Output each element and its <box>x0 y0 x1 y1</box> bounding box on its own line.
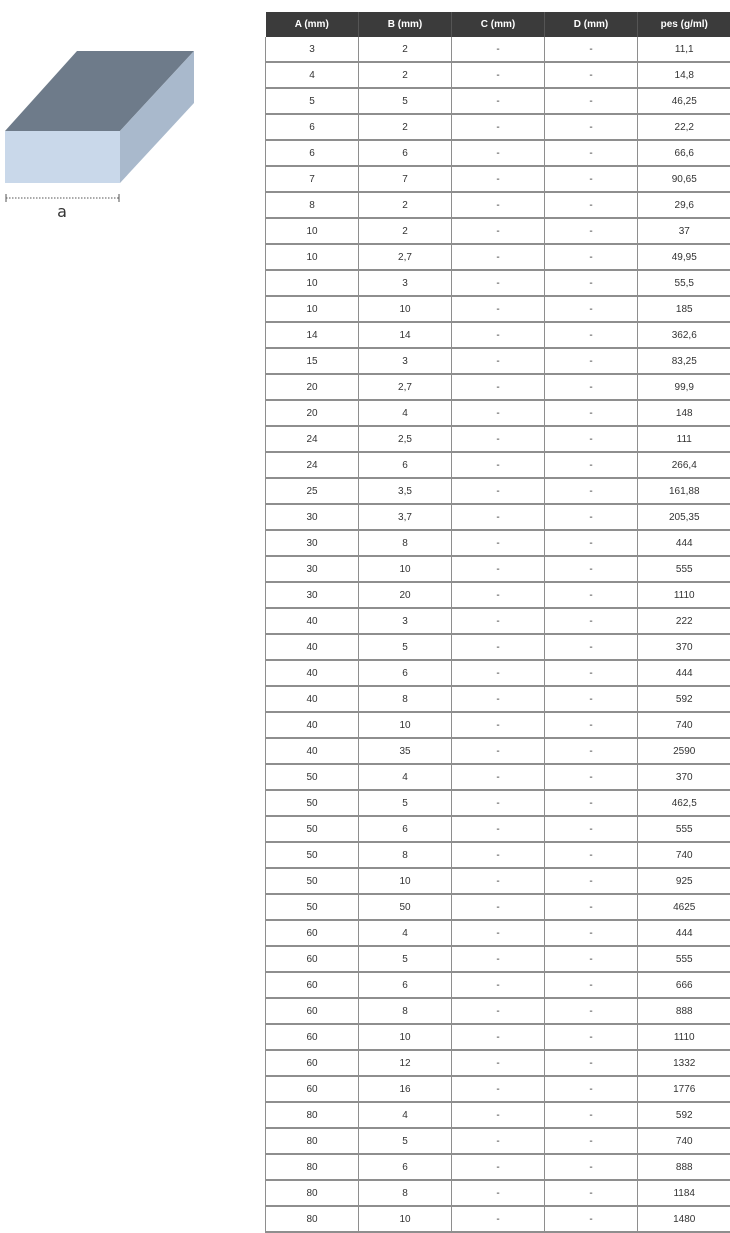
cell-b: 3 <box>359 348 452 374</box>
cell-b: 8 <box>359 530 452 556</box>
cell-c: - <box>452 920 545 946</box>
table-body <box>266 37 730 1232</box>
cell-weight: 161,88 <box>638 478 730 504</box>
table-row <box>266 504 730 530</box>
table-row <box>266 816 730 842</box>
table-row <box>266 842 730 868</box>
cell-a: 60 <box>266 1024 359 1050</box>
cell-weight: 888 <box>638 1154 730 1180</box>
cell-c: - <box>452 1128 545 1154</box>
cell-weight: 444 <box>638 530 730 556</box>
cell-a: 20 <box>266 374 359 400</box>
cell-b: 4 <box>359 400 452 426</box>
cell-b: 6 <box>359 972 452 998</box>
cell-c: - <box>452 1076 545 1102</box>
cell-b: 2 <box>359 62 452 88</box>
table-row <box>266 478 730 504</box>
cell-b: 3,7 <box>359 504 452 530</box>
cell-c: - <box>452 426 545 452</box>
table-row <box>266 62 730 88</box>
cell-weight: 740 <box>638 712 730 738</box>
cell-b: 10 <box>359 712 452 738</box>
cell-a: 50 <box>266 868 359 894</box>
cell-a: 10 <box>266 296 359 322</box>
cell-weight: 99,9 <box>638 374 730 400</box>
dimensions-table-container <box>265 12 730 1233</box>
cell-d: - <box>545 140 638 166</box>
cell-c: - <box>452 504 545 530</box>
cell-b: 5 <box>359 946 452 972</box>
cell-d: - <box>545 37 638 62</box>
cell-weight: 14,8 <box>638 62 730 88</box>
cell-weight: 1110 <box>638 582 730 608</box>
cell-d: - <box>545 1206 638 1232</box>
cell-c: - <box>452 1102 545 1128</box>
cell-c: - <box>452 192 545 218</box>
cell-b: 2,5 <box>359 426 452 452</box>
table-row <box>266 244 730 270</box>
cell-weight: 111 <box>638 426 730 452</box>
cell-c: - <box>452 764 545 790</box>
table-row <box>266 270 730 296</box>
cell-c: - <box>452 1154 545 1180</box>
cell-c: - <box>452 556 545 582</box>
cell-c: - <box>452 816 545 842</box>
cell-c: - <box>452 842 545 868</box>
table-row <box>266 530 730 556</box>
cell-b: 2,7 <box>359 374 452 400</box>
table-row <box>266 894 730 920</box>
header-d: D (mm) <box>545 12 638 37</box>
cell-b: 50 <box>359 894 452 920</box>
table-row <box>266 790 730 816</box>
table-row <box>266 738 730 764</box>
cell-d: - <box>545 1180 638 1206</box>
table-row <box>266 1024 730 1050</box>
cell-c: - <box>452 88 545 114</box>
cell-weight: 1184 <box>638 1180 730 1206</box>
cell-weight: 1776 <box>638 1076 730 1102</box>
cell-a: 24 <box>266 426 359 452</box>
cell-weight: 37 <box>638 218 730 244</box>
table-row <box>266 1180 730 1206</box>
cell-c: - <box>452 530 545 556</box>
cell-b: 20 <box>359 582 452 608</box>
cell-a: 50 <box>266 816 359 842</box>
cell-b: 3 <box>359 270 452 296</box>
cell-a: 25 <box>266 478 359 504</box>
table-row <box>266 192 730 218</box>
table-row <box>266 218 730 244</box>
cell-b: 6 <box>359 452 452 478</box>
cell-weight: 222 <box>638 608 730 634</box>
table-row <box>266 1154 730 1180</box>
cell-b: 35 <box>359 738 452 764</box>
cell-a: 40 <box>266 738 359 764</box>
cell-c: - <box>452 37 545 62</box>
cell-b: 2 <box>359 218 452 244</box>
cell-b: 2 <box>359 192 452 218</box>
cell-d: - <box>545 270 638 296</box>
cell-weight: 925 <box>638 868 730 894</box>
cell-a: 60 <box>266 1076 359 1102</box>
table-row <box>266 426 730 452</box>
table-row <box>266 88 730 114</box>
cell-d: - <box>545 998 638 1024</box>
cell-a: 60 <box>266 998 359 1024</box>
cell-d: - <box>545 348 638 374</box>
table-row <box>266 582 730 608</box>
cell-a: 50 <box>266 764 359 790</box>
cell-weight: 2590 <box>638 738 730 764</box>
cell-weight: 555 <box>638 816 730 842</box>
cell-a: 30 <box>266 504 359 530</box>
cell-c: - <box>452 400 545 426</box>
cell-d: - <box>545 790 638 816</box>
cell-c: - <box>452 1180 545 1206</box>
cell-c: - <box>452 738 545 764</box>
cell-c: - <box>452 478 545 504</box>
cell-b: 6 <box>359 816 452 842</box>
cell-a: 50 <box>266 790 359 816</box>
cell-d: - <box>545 88 638 114</box>
cell-b: 2 <box>359 37 452 62</box>
cell-a: 50 <box>266 842 359 868</box>
cell-weight: 55,5 <box>638 270 730 296</box>
cell-c: - <box>452 582 545 608</box>
cell-weight: 1332 <box>638 1050 730 1076</box>
cell-b: 10 <box>359 1206 452 1232</box>
cell-d: - <box>545 218 638 244</box>
cell-d: - <box>545 842 638 868</box>
profile-illustration <box>0 40 200 230</box>
cell-d: - <box>545 400 638 426</box>
cell-d: - <box>545 62 638 88</box>
cell-a: 20 <box>266 400 359 426</box>
cell-weight: 266,4 <box>638 452 730 478</box>
cell-weight: 666 <box>638 972 730 998</box>
cell-weight: 11,1 <box>638 37 730 62</box>
cell-b: 16 <box>359 1076 452 1102</box>
cell-d: - <box>545 1128 638 1154</box>
table-row <box>266 140 730 166</box>
cell-weight: 205,35 <box>638 504 730 530</box>
table-row <box>266 348 730 374</box>
table-row <box>266 686 730 712</box>
cell-a: 80 <box>266 1102 359 1128</box>
cell-b: 12 <box>359 1050 452 1076</box>
cell-weight: 592 <box>638 686 730 712</box>
cell-c: - <box>452 946 545 972</box>
cell-weight: 1110 <box>638 1024 730 1050</box>
cell-d: - <box>545 1102 638 1128</box>
cell-c: - <box>452 712 545 738</box>
cell-a: 60 <box>266 946 359 972</box>
cell-b: 2,7 <box>359 244 452 270</box>
dimension-label: a <box>57 202 67 221</box>
cell-a: 10 <box>266 218 359 244</box>
cell-a: 24 <box>266 452 359 478</box>
cell-c: - <box>452 634 545 660</box>
cell-d: - <box>545 192 638 218</box>
cell-d: - <box>545 868 638 894</box>
cell-b: 5 <box>359 634 452 660</box>
cell-a: 40 <box>266 634 359 660</box>
table-row <box>266 660 730 686</box>
cell-weight: 444 <box>638 660 730 686</box>
cell-d: - <box>545 504 638 530</box>
table-row <box>266 114 730 140</box>
cell-d: - <box>545 764 638 790</box>
cell-c: - <box>452 1050 545 1076</box>
cell-c: - <box>452 608 545 634</box>
table-row <box>266 400 730 426</box>
cell-d: - <box>545 634 638 660</box>
cell-d: - <box>545 452 638 478</box>
cell-a: 10 <box>266 244 359 270</box>
cell-a: 40 <box>266 712 359 738</box>
cell-weight: 1480 <box>638 1206 730 1232</box>
cell-weight: 592 <box>638 1102 730 1128</box>
cell-c: - <box>452 452 545 478</box>
table-row <box>266 868 730 894</box>
cell-a: 60 <box>266 972 359 998</box>
cell-d: - <box>545 322 638 348</box>
table-row <box>266 374 730 400</box>
cell-weight: 740 <box>638 1128 730 1154</box>
cell-b: 10 <box>359 1024 452 1050</box>
cell-d: - <box>545 114 638 140</box>
table-row <box>266 972 730 998</box>
cell-b: 2 <box>359 114 452 140</box>
cell-c: - <box>452 62 545 88</box>
cell-d: - <box>545 660 638 686</box>
cell-b: 5 <box>359 1128 452 1154</box>
cell-weight: 362,6 <box>638 322 730 348</box>
cell-d: - <box>545 1076 638 1102</box>
cell-d: - <box>545 816 638 842</box>
table-row <box>266 998 730 1024</box>
cell-b: 4 <box>359 764 452 790</box>
cell-weight: 555 <box>638 946 730 972</box>
cell-a: 6 <box>266 140 359 166</box>
cell-b: 7 <box>359 166 452 192</box>
cell-b: 6 <box>359 1154 452 1180</box>
cell-b: 3,5 <box>359 478 452 504</box>
cell-d: - <box>545 556 638 582</box>
cell-weight: 370 <box>638 764 730 790</box>
table-row <box>266 1206 730 1232</box>
cell-b: 10 <box>359 296 452 322</box>
cell-d: - <box>545 608 638 634</box>
header-a: A (mm) <box>266 12 359 37</box>
cell-a: 80 <box>266 1154 359 1180</box>
cell-c: - <box>452 998 545 1024</box>
cell-weight: 370 <box>638 634 730 660</box>
cell-a: 30 <box>266 556 359 582</box>
cell-a: 30 <box>266 530 359 556</box>
cell-d: - <box>545 244 638 270</box>
table-row <box>266 1102 730 1128</box>
table-row <box>266 1076 730 1102</box>
cell-b: 8 <box>359 686 452 712</box>
cell-b: 6 <box>359 140 452 166</box>
cell-weight: 185 <box>638 296 730 322</box>
cell-d: - <box>545 738 638 764</box>
cell-a: 60 <box>266 920 359 946</box>
table-row <box>266 556 730 582</box>
cell-a: 50 <box>266 894 359 920</box>
cell-c: - <box>452 166 545 192</box>
cell-b: 8 <box>359 842 452 868</box>
cell-weight: 462,5 <box>638 790 730 816</box>
cell-weight: 29,6 <box>638 192 730 218</box>
table-row <box>266 634 730 660</box>
table-row <box>266 296 730 322</box>
cell-weight: 4625 <box>638 894 730 920</box>
cell-c: - <box>452 348 545 374</box>
cell-c: - <box>452 686 545 712</box>
table-row <box>266 764 730 790</box>
cell-d: - <box>545 296 638 322</box>
header-weight: pes (g/ml) <box>638 12 730 37</box>
cell-b: 5 <box>359 88 452 114</box>
cell-weight: 83,25 <box>638 348 730 374</box>
cell-weight: 444 <box>638 920 730 946</box>
cell-c: - <box>452 140 545 166</box>
cell-c: - <box>452 218 545 244</box>
cell-d: - <box>545 1154 638 1180</box>
cell-d: - <box>545 478 638 504</box>
cell-a: 60 <box>266 1050 359 1076</box>
cell-d: - <box>545 1050 638 1076</box>
cell-weight: 49,95 <box>638 244 730 270</box>
cell-c: - <box>452 972 545 998</box>
cell-weight: 148 <box>638 400 730 426</box>
cell-d: - <box>545 426 638 452</box>
dimensions-table <box>265 12 730 1233</box>
cell-weight: 740 <box>638 842 730 868</box>
cell-c: - <box>452 114 545 140</box>
table-row <box>266 37 730 62</box>
cell-b: 4 <box>359 1102 452 1128</box>
bar-front-face <box>5 131 120 183</box>
cell-c: - <box>452 270 545 296</box>
cell-a: 6 <box>266 114 359 140</box>
cell-d: - <box>545 166 638 192</box>
flat-bar-diagram <box>0 40 200 230</box>
table-row <box>266 712 730 738</box>
cell-c: - <box>452 1024 545 1050</box>
cell-a: 40 <box>266 686 359 712</box>
table-row <box>266 322 730 348</box>
cell-b: 10 <box>359 556 452 582</box>
cell-a: 3 <box>266 37 359 62</box>
cell-d: - <box>545 582 638 608</box>
cell-a: 15 <box>266 348 359 374</box>
cell-d: - <box>545 712 638 738</box>
cell-c: - <box>452 790 545 816</box>
cell-b: 8 <box>359 1180 452 1206</box>
cell-b: 6 <box>359 660 452 686</box>
cell-c: - <box>452 894 545 920</box>
cell-c: - <box>452 1206 545 1232</box>
table-row <box>266 1050 730 1076</box>
cell-weight: 90,65 <box>638 166 730 192</box>
table-row <box>266 452 730 478</box>
cell-b: 3 <box>359 608 452 634</box>
cell-c: - <box>452 296 545 322</box>
cell-a: 80 <box>266 1206 359 1232</box>
cell-d: - <box>545 530 638 556</box>
header-c: C (mm) <box>452 12 545 37</box>
cell-a: 80 <box>266 1180 359 1206</box>
cell-d: - <box>545 686 638 712</box>
cell-b: 4 <box>359 920 452 946</box>
table-header-row <box>266 12 730 37</box>
cell-b: 5 <box>359 790 452 816</box>
cell-b: 8 <box>359 998 452 1024</box>
cell-weight: 555 <box>638 556 730 582</box>
cell-a: 5 <box>266 88 359 114</box>
cell-weight: 66,6 <box>638 140 730 166</box>
table-row <box>266 946 730 972</box>
table-row <box>266 1128 730 1154</box>
cell-a: 4 <box>266 62 359 88</box>
cell-a: 10 <box>266 270 359 296</box>
cell-c: - <box>452 374 545 400</box>
cell-c: - <box>452 868 545 894</box>
cell-d: - <box>545 374 638 400</box>
cell-c: - <box>452 660 545 686</box>
cell-b: 10 <box>359 868 452 894</box>
cell-c: - <box>452 322 545 348</box>
cell-weight: 46,25 <box>638 88 730 114</box>
cell-d: - <box>545 894 638 920</box>
cell-a: 30 <box>266 582 359 608</box>
cell-a: 80 <box>266 1128 359 1154</box>
cell-c: - <box>452 244 545 270</box>
header-b: B (mm) <box>359 12 452 37</box>
cell-a: 8 <box>266 192 359 218</box>
cell-weight: 22,2 <box>638 114 730 140</box>
cell-b: 14 <box>359 322 452 348</box>
table-row <box>266 608 730 634</box>
cell-a: 14 <box>266 322 359 348</box>
cell-a: 40 <box>266 660 359 686</box>
cell-d: - <box>545 946 638 972</box>
cell-a: 40 <box>266 608 359 634</box>
cell-d: - <box>545 920 638 946</box>
cell-d: - <box>545 972 638 998</box>
cell-weight: 888 <box>638 998 730 1024</box>
cell-d: - <box>545 1024 638 1050</box>
table-row <box>266 920 730 946</box>
table-row <box>266 166 730 192</box>
cell-a: 7 <box>266 166 359 192</box>
